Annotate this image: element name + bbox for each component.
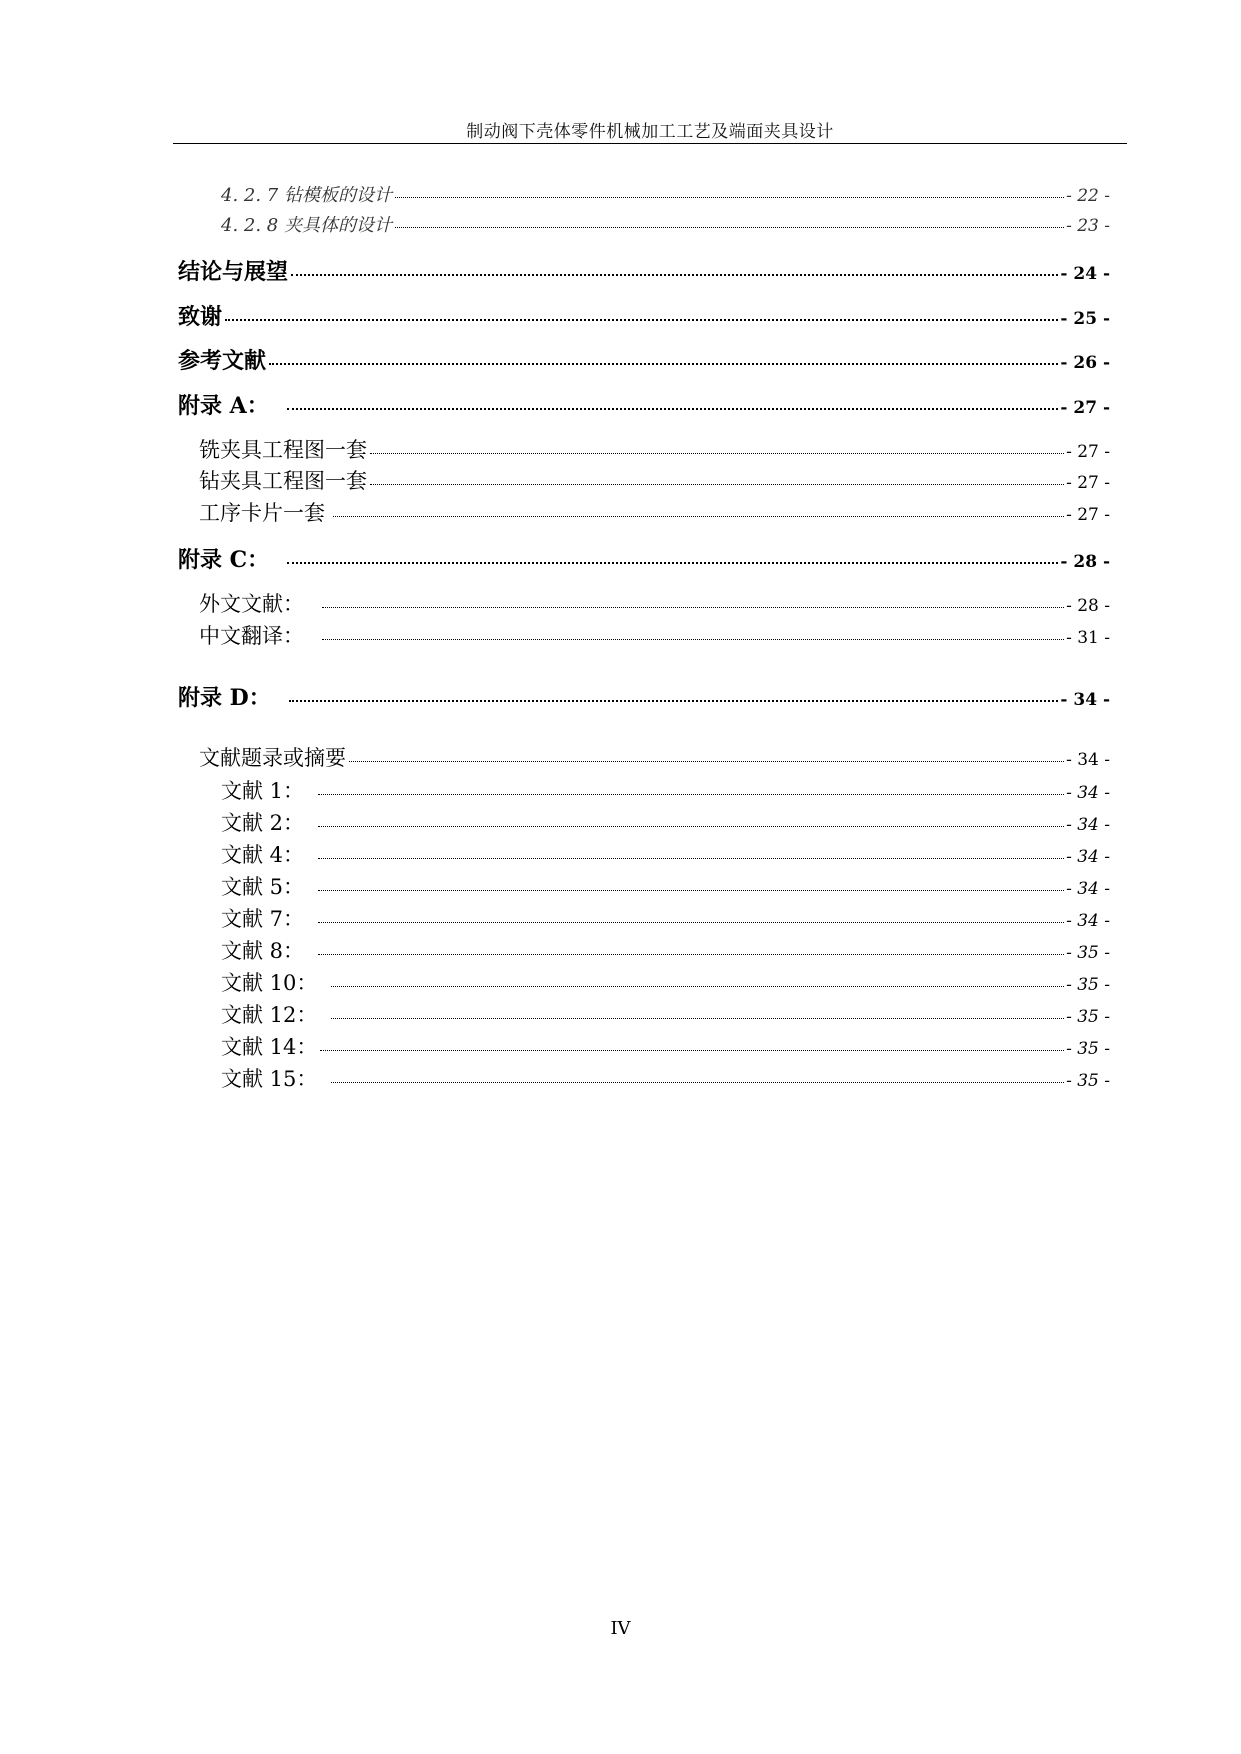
dot-leader <box>331 1082 1064 1083</box>
toc-entry-title: 文献 8： <box>221 939 305 963</box>
toc-entry-page: - 26 - <box>1060 353 1110 373</box>
toc-entry[interactable] <box>221 807 1110 837</box>
dot-leader <box>349 761 1064 762</box>
dot-leader <box>318 890 1064 891</box>
toc-entry-title: 文献 5： <box>221 875 305 899</box>
toc-entry[interactable] <box>199 497 1110 527</box>
toc-entry[interactable] <box>221 1031 1110 1061</box>
toc-entry[interactable] <box>221 935 1110 965</box>
toc-entry[interactable] <box>221 871 1110 901</box>
toc-entry-title: 文献 12： <box>221 1003 318 1027</box>
dot-leader <box>318 922 1064 923</box>
toc-entry-page: - 34 - <box>1066 879 1110 899</box>
toc-entry-page: - 23 - <box>1066 216 1110 236</box>
toc-entry-title: 参考文献 <box>178 348 267 374</box>
toc-entry-title: 文献 14： <box>221 1035 318 1059</box>
toc-entry-page: - 34 - <box>1066 783 1110 803</box>
toc-entry-title: 钻夹具工程图一套 <box>199 469 367 493</box>
toc-entry-title: 文献 10： <box>221 971 318 995</box>
toc-entry[interactable] <box>178 681 1110 712</box>
toc-entry[interactable] <box>178 300 1110 331</box>
toc-entry-page: - 27 - <box>1060 398 1110 418</box>
toc-entry-page: - 24 - <box>1060 264 1110 284</box>
running-header: 制动阀下壳体零件机械加工工艺及端面夹具设计 <box>466 122 834 142</box>
toc-entry[interactable] <box>199 434 1110 464</box>
toc-entry-page: - 34 - <box>1060 690 1110 710</box>
toc-entry[interactable] <box>221 1063 1110 1093</box>
dot-leader <box>318 954 1064 955</box>
toc-entry-page: - 35 - <box>1066 943 1110 963</box>
toc-entry-page: - 27 - <box>1066 442 1110 462</box>
toc-entry-page: - 22 - <box>1066 186 1110 206</box>
toc-entry-title: 附录 C： <box>178 547 270 573</box>
toc-entry[interactable] <box>221 775 1110 805</box>
toc-entry-title: 文献 1： <box>221 779 305 803</box>
dot-leader <box>370 484 1064 485</box>
toc-entry-title: 4. 2. 7 钻模板的设计 <box>221 185 392 206</box>
toc-entry[interactable] <box>221 967 1110 997</box>
toc-entry-title: 文献 2： <box>221 811 305 835</box>
dot-leader <box>318 794 1064 795</box>
toc-entry-page: - 27 - <box>1066 473 1110 493</box>
dot-leader <box>318 858 1064 859</box>
toc-entry-title: 4. 2. 8 夹具体的设计 <box>221 215 392 236</box>
dot-leader <box>395 227 1064 228</box>
toc-entry[interactable] <box>178 255 1110 286</box>
toc-entry-page: - 34 - <box>1066 750 1110 770</box>
toc-entry[interactable] <box>199 588 1110 618</box>
dot-leader <box>287 562 1058 564</box>
toc-entry[interactable] <box>221 839 1110 869</box>
dot-leader <box>333 516 1064 517</box>
dot-leader <box>269 363 1058 365</box>
toc-entry[interactable] <box>199 742 1110 772</box>
dot-leader <box>331 986 1064 987</box>
toc-entry[interactable] <box>199 465 1110 495</box>
toc-entry-title: 文献题录或摘要 <box>199 746 346 770</box>
dot-leader <box>287 408 1059 410</box>
toc-entry-title: 铣夹具工程图一套 <box>199 438 367 462</box>
dot-leader <box>370 453 1064 454</box>
toc-entry-title: 中文翻译： <box>199 624 304 648</box>
toc-entry-page: - 25 - <box>1060 309 1110 329</box>
toc-entry-title: 文献 15： <box>221 1067 318 1091</box>
toc-entry-title: 外文文献： <box>199 592 304 616</box>
dot-leader <box>291 274 1058 276</box>
toc-entry-page: - 35 - <box>1066 975 1110 995</box>
dot-leader <box>395 197 1064 198</box>
toc-entry-page: - 34 - <box>1066 815 1110 835</box>
toc-entry[interactable] <box>199 620 1110 650</box>
toc-entry-page: - 35 - <box>1066 1071 1110 1091</box>
toc-entry-page: - 28 - <box>1066 596 1110 616</box>
toc-entry[interactable] <box>221 903 1110 933</box>
toc-entry-title: 附录 D： <box>178 685 271 711</box>
toc-entry-page: - 34 - <box>1066 911 1110 931</box>
toc-entry[interactable] <box>221 999 1110 1029</box>
dot-leader <box>322 607 1064 608</box>
toc-entry-page: - 31 - <box>1066 628 1110 648</box>
toc-entry-title: 文献 4： <box>221 843 305 867</box>
toc-entry[interactable] <box>221 181 1110 207</box>
toc-entry-page: - 28 - <box>1060 552 1110 572</box>
toc-entry-page: - 35 - <box>1066 1007 1110 1027</box>
toc-entry-page: - 27 - <box>1066 505 1110 525</box>
dot-leader <box>225 319 1058 321</box>
toc-entry-page: - 35 - <box>1066 1039 1110 1059</box>
toc-entry-title: 致谢 <box>178 304 223 330</box>
dot-leader <box>318 826 1064 827</box>
dot-leader <box>320 1050 1064 1051</box>
toc-entry-title: 文献 7： <box>221 907 305 931</box>
page-number: IV <box>610 1618 631 1639</box>
dot-leader <box>289 700 1059 702</box>
toc-entry[interactable] <box>221 211 1110 237</box>
toc-entry-title: 工序卡片一套 <box>199 501 325 525</box>
dot-leader <box>331 1018 1064 1019</box>
toc-entry-title: 结论与展望 <box>178 259 289 285</box>
toc-entry[interactable] <box>178 344 1110 375</box>
toc-entry-title: 附录 A： <box>178 393 269 419</box>
toc-entry-page: - 34 - <box>1066 847 1110 867</box>
toc-entry[interactable] <box>178 543 1110 574</box>
toc-entry[interactable] <box>178 389 1110 420</box>
dot-leader <box>322 639 1064 640</box>
